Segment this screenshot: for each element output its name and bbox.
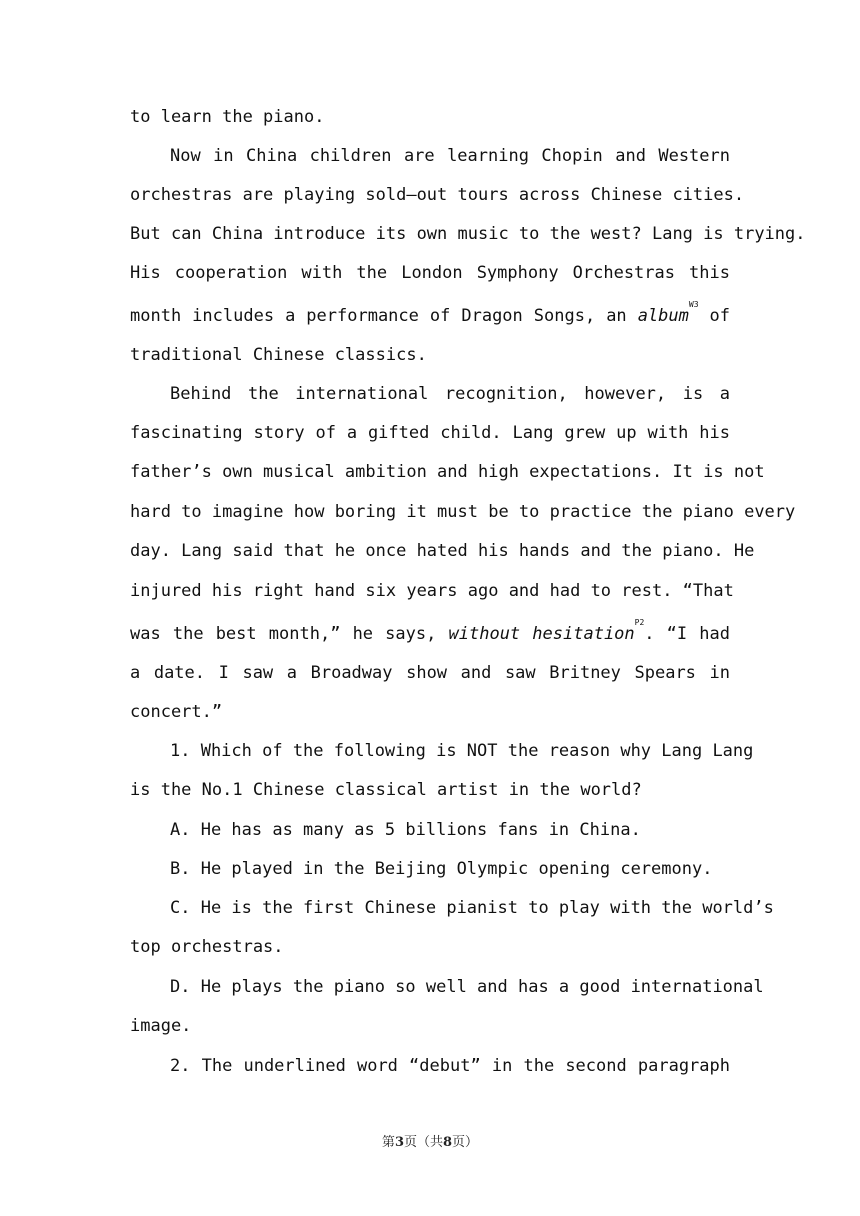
text-line: injured his right hand six years ago and had to rest. “That: [130, 581, 734, 601]
footer-text: 页（共: [403, 1135, 443, 1150]
page-number: 3: [394, 1135, 404, 1150]
text-line: father’s own musical ambition and high expectations. It is not: [130, 462, 765, 482]
text-line: top orchestras.: [130, 937, 284, 957]
text-line: fascinating story of a gifted child. Lang grew up with his: [130, 423, 730, 443]
option-a: A. He has as many as 5 billions fans in China.: [170, 820, 641, 840]
question-1: 1. Which of the following is NOT the reason why Lang Lang: [170, 741, 754, 761]
line-text: of: [698, 306, 730, 326]
option-c: C. He is the first Chinese pianist to play with the world’s: [170, 898, 774, 918]
text-line: [130, 615, 730, 654]
text-line: is the No.1 Chinese classical artist in the world?: [130, 780, 642, 800]
text-line: day. Lang said that he once hated his hands and the piano. He: [130, 541, 755, 561]
glossed-phrase: without hesitation: [448, 624, 635, 644]
text-line: orchestras are playing sold—out tours across Chinese cities.: [130, 185, 745, 205]
option-b: B. He played in the Beijing Olympic opening ceremony.: [170, 859, 713, 879]
text-line: to learn the piano.: [130, 107, 325, 127]
page-footer: [0, 1131, 860, 1150]
text-line: hard to imagine how boring it must be to practice the piano every: [130, 502, 796, 522]
glossed-word: album: [637, 306, 689, 326]
footer-text: 页）: [452, 1135, 479, 1150]
text-line: a date. I saw a Broadway show and saw Britney Spears in: [130, 663, 730, 683]
line-text: . “I had: [644, 624, 730, 644]
option-d: D. He plays the piano so well and has a good international: [170, 977, 764, 997]
text-line: But can China introduce its own music to the west? Lang is trying.: [130, 224, 806, 244]
text-line: concert.”: [130, 702, 223, 722]
total-pages: 8: [443, 1135, 453, 1150]
gloss-note: P2: [634, 618, 645, 627]
line-text: month includes a performance of Dragon Songs, an: [130, 306, 638, 326]
text-line: image.: [130, 1016, 192, 1036]
text-line: Now in China children are learning Chopin and Western: [170, 146, 730, 166]
gloss-note: W3: [688, 300, 699, 309]
text-line: Behind the international recognition, however, is a: [170, 384, 730, 404]
text-line: [130, 297, 730, 336]
question-2: 2. The underlined word “debut” in the second paragraph: [170, 1056, 730, 1076]
footer-text: 第: [381, 1135, 395, 1150]
text-line: traditional Chinese classics.: [130, 345, 427, 365]
text-line: His cooperation with the London Symphony Orchestras this: [130, 263, 730, 283]
line-text: was the best month,” he says,: [130, 624, 449, 644]
